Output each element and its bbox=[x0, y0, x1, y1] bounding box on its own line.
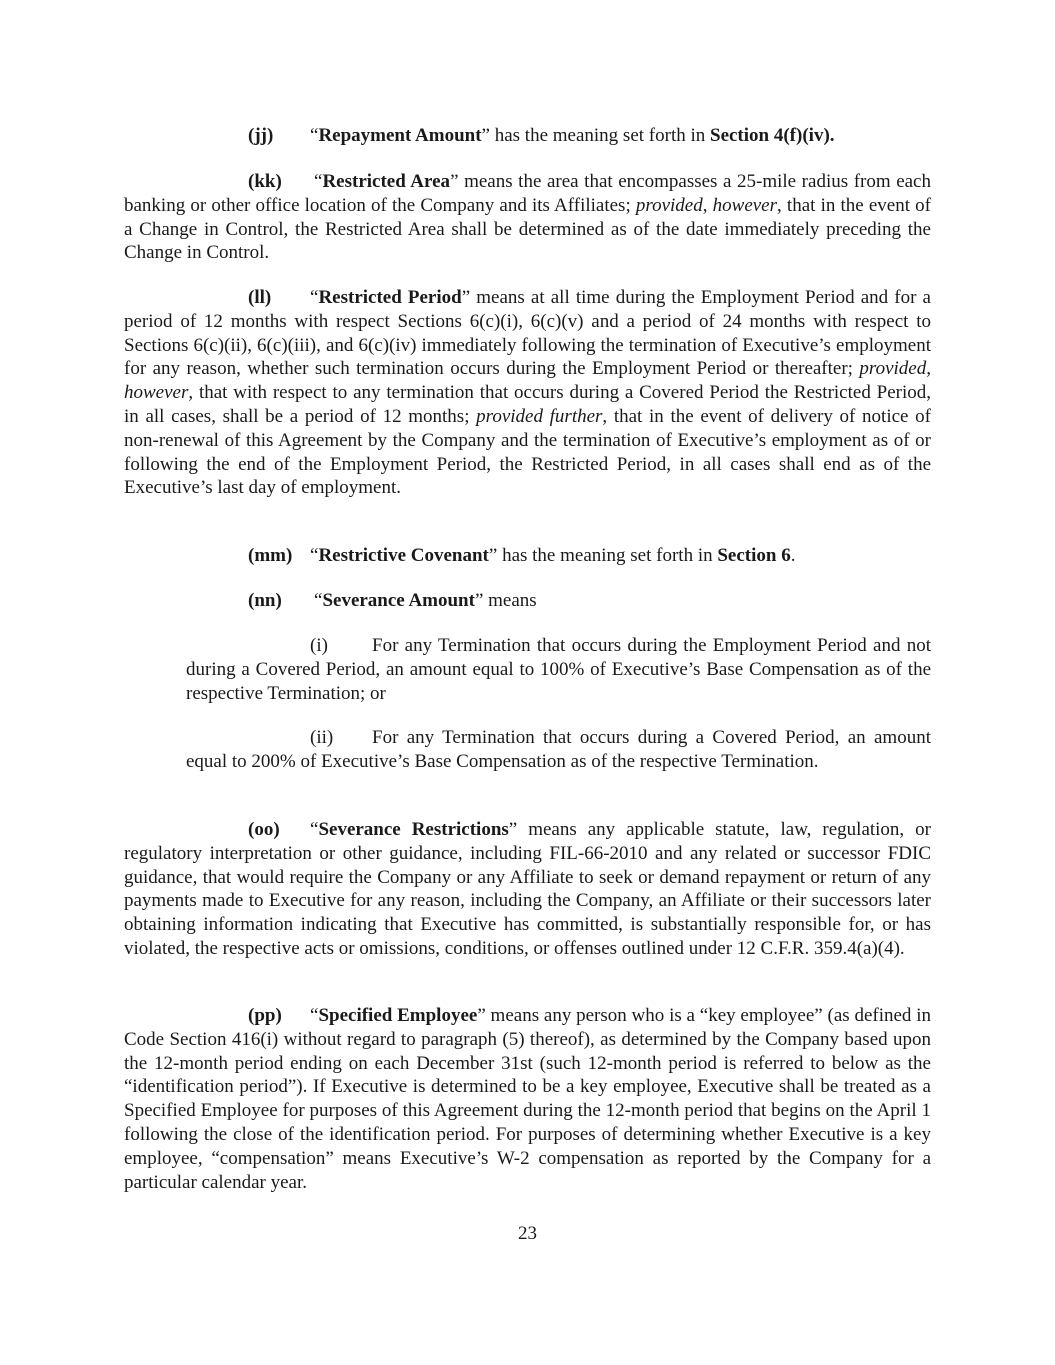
section-reference: Section 6 bbox=[717, 545, 791, 566]
section-reference: Section 4(f)(iv). bbox=[710, 125, 835, 146]
subitem-text: For any Termination that occurs during the Employment Period and not during a Covered Period, an amount equal to 100% of Executive’s Base Compensation as of the respective Termination; or bbox=[186, 635, 931, 704]
definition-mm: (mm) “Restrictive Covenant” has the meaning set forth in Section 6. bbox=[248, 545, 796, 566]
definition-nn: (nn) “Severance Amount” means bbox=[248, 590, 537, 611]
page-number: 23 bbox=[518, 1223, 537, 1244]
subitem-text: For any Termination that occurs during a Covered Period, an amount equal to 200% of Executive’s Base Compensation as of the respective Termination. bbox=[186, 727, 931, 772]
definition-text: has the meaning set forth in bbox=[497, 545, 718, 566]
subitem-label: (i) bbox=[310, 635, 328, 656]
definition-label: (kk) bbox=[248, 171, 282, 192]
definition-text: , that with respect to any termination that occurs during a Covered Period the Restricted Period, in all cases, shall be a period of 12 months; bbox=[124, 382, 931, 427]
defined-term: Severance Restrictions bbox=[318, 819, 509, 840]
definition-text: means bbox=[483, 590, 537, 611]
definition-label: (nn) bbox=[248, 590, 282, 611]
definition-text: . bbox=[790, 545, 796, 566]
severance-item-ii bbox=[186, 726, 931, 774]
definition-text: means at all time during the Employment Period and for a period of 12 months with respect Sections 6(c)(i), 6(c)(v) and a period of 24 months with respect to Sections 6(c)(ii), 6(c)(iii), and 6(c)(iv) immediately following the termination of Executive’s employment for any reason, whether such termination occurs during the Employment Period or thereafter; bbox=[124, 287, 931, 380]
definition-kk: (kk) “Restricted Area” means the area that encompasses a 25-mile radius from each banking or other office location of the Company and its Affiliates; provided, however, that in the event of a Change in Control, the Restricted Area shall be determined as of the date immediately preceding the Change in Control. bbox=[124, 171, 931, 264]
definition-pp: (pp) “Specified Employee” means any person who is a “key employee” (as defined in Code Section 416(i) without regard to paragraph (5) thereof), as determined by the Company based upon the 12-month period ending on each December 31st (such 12-month period is referred to below as the “identification period”). If Executive is determined to be a key employee, Executive shall be treated as a Specified Employee for purposes of this Agreement during the 12-month period that begins on the April 1 following the close of the identification period. For purposes of determining whether Executive is a key employee, “compensation” means Executive’s W-2 compensation as reported by the Company for a particular calendar year. bbox=[124, 1005, 931, 1193]
definition-label: (pp) bbox=[248, 1005, 282, 1026]
definition-ll: (ll) “Restricted Period” means at all time during the Employment Period and for a period of 12 months with respect Sections 6(c)(i), 6(c)(v) and a period of 24 months with respect to Sections 6(c)(ii), 6(c)(iii), and 6(c)(iv) immediately following the termination of Executive’s employment for any reason, whether such termination occurs during the Employment Period or thereafter; provided, however, that with respect to any termination that occurs during a Covered Period the Restricted Period, in all cases, shall be a period of 12 months; provided further, that in the event of delivery of notice of non-renewal of this Agreement by the Company and the termination of Executive’s employment as of or following the end of the Employment Period, the Restricted Period, in all cases shall end as of the Executive’s last day of employment. bbox=[124, 287, 931, 499]
definition-text: , bbox=[702, 194, 713, 216]
defined-term: Repayment Amount bbox=[318, 125, 482, 146]
definition-text: , that in the event of a Change in Control, the Restricted Area shall be determined as of the date immediately preceding the Change in Control. bbox=[124, 194, 931, 264]
defined-term: Restricted Period bbox=[318, 287, 462, 308]
defined-term: Specified Employee bbox=[318, 1005, 478, 1026]
definition-jj: (jj) “Repayment Amount” has the meaning set forth in Section 4(f)(iv). bbox=[248, 125, 835, 146]
defined-term: Restrictive Covenant bbox=[318, 545, 489, 566]
italic-proviso: provided bbox=[635, 194, 703, 216]
subitem-label: (ii) bbox=[310, 727, 334, 748]
italic-proviso: however bbox=[712, 194, 778, 216]
definition-text: has the meaning set forth in bbox=[489, 125, 710, 146]
defined-term: Severance Amount bbox=[322, 590, 475, 611]
definition-label: (ll) bbox=[248, 287, 272, 308]
definition-text: means the area that encompasses a 25-mile radius from each banking or other office location of the Company and its Affiliates; bbox=[124, 171, 931, 216]
definition-label: (mm) bbox=[248, 545, 293, 566]
defined-term: Restricted Area bbox=[322, 171, 451, 192]
severance-item-i bbox=[186, 634, 931, 705]
definition-text: means any applicable statute, law, regulation, or regulatory interpretation or other guidance, including FIL-66-2010 and any related or successor FDIC guidance, that would require the Company or any Affiliate to seek or demand repayment or return of any payments made to Executive for any reason, including the Company, an Affiliate or their successors later obtaining information indicating that Executive has committed, is substantially responsible for, or has violated, the respective acts or omissions, conditions, or offenses outlined under 12 C.F.R. 359.4(a)(4). bbox=[124, 819, 931, 959]
definition-text: means any person who is a “key employee” (as defined in Code Section 416(i) without regard to paragraph (5) thereof), as determined by the Company based upon the 12-month period ending on each December 31st (such 12-month period is referred to below as the “identification period”). If Executive is determined to be a key employee, Executive shall be treated as a Specified Employee for purposes of this Agreement during the 12-month period that begins on the April 1 following the close of the identification period. For purposes of determining whether Executive is a key employee, “compensation” means Executive’s W-2 compensation as reported by the Company for a particular calendar year. bbox=[124, 1005, 931, 1193]
definition-oo: (oo) “Severance Restrictions” means any applicable statute, law, regulation, or regulatory interpretation or other guidance, including FIL-66-2010 and any related or successor FDIC guidance, that would require the Company or any Affiliate to seek or demand repayment or return of any payments made to Executive for any reason, including the Company, an Affiliate or their successors later obtaining information indicating that Executive has committed, is substantially responsible for, or has violated, the respective acts or omissions, conditions, or offenses outlined under 12 C.F.R. 359.4(a)(4). bbox=[124, 819, 931, 959]
definition-label: (oo) bbox=[248, 819, 280, 840]
italic-proviso: provided, however bbox=[124, 358, 931, 404]
definition-text: , that in the event of delivery of notice of non-renewal of this Agreement by the Company and the termination of Executive’s employment as of or following the end of the Employment Period, the Restricted Period, in all cases shall end as of the Executive’s last day of employment. bbox=[124, 405, 931, 499]
italic-proviso: provided further bbox=[476, 405, 603, 427]
definition-label: (jj) bbox=[248, 125, 274, 146]
